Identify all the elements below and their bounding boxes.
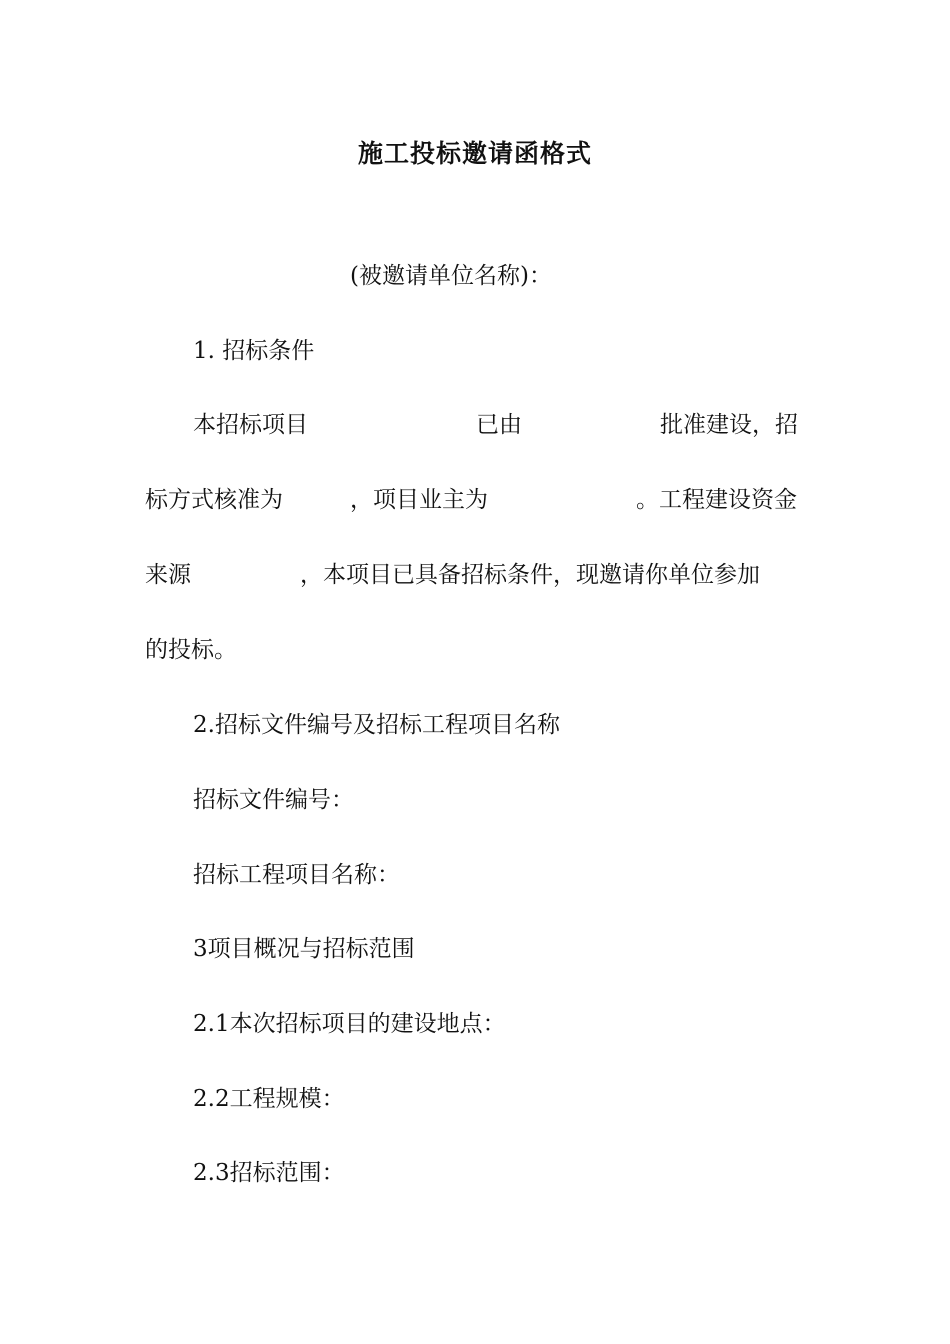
section-2-heading: 2.招标文件编号及招标工程项目名称 <box>193 712 560 738</box>
item-2-1: 2.1本次招标项目的建设地点： <box>193 1011 506 1037</box>
paragraph-1-line-4: 的投标。 <box>145 637 237 663</box>
project-name-label: 招标工程项目名称： <box>193 862 400 888</box>
addressee-line: (被邀请单位名称)： <box>350 263 552 289</box>
item-2-2: 2.2工程规模： <box>193 1086 345 1112</box>
paragraph-1-line-3-part-a: 来源 <box>145 562 191 588</box>
paragraph-1-line-2 <box>0 485 950 515</box>
paragraph-1-line-1 <box>0 410 950 440</box>
paragraph-1-line-3-part-b: ，本项目已具备招标条件，现邀请你单位参加 <box>300 562 760 588</box>
paragraph-1-line-2-part-c: 。工程建设资金 <box>636 487 797 513</box>
item-2-3: 2.3招标范围： <box>193 1160 345 1186</box>
section-1-heading: 1. 招标条件 <box>193 338 315 364</box>
paragraph-1-line-1-part-b: 已由 <box>476 412 522 438</box>
paragraph-1-line-2-part-a: 标方式核准为 <box>145 487 283 513</box>
paragraph-1-line-1-part-a: 本招标项目 <box>193 412 308 438</box>
doc-number-label: 招标文件编号： <box>193 787 354 813</box>
paragraph-1-line-2-part-b: ，项目业主为 <box>350 487 488 513</box>
paragraph-1-line-1-part-c: 批准建设，招 <box>660 412 798 438</box>
document-title: 施工投标邀请函格式 <box>357 139 592 168</box>
paragraph-1-line-3 <box>0 560 950 590</box>
section-3-heading: 3项目概况与招标范围 <box>193 936 415 962</box>
